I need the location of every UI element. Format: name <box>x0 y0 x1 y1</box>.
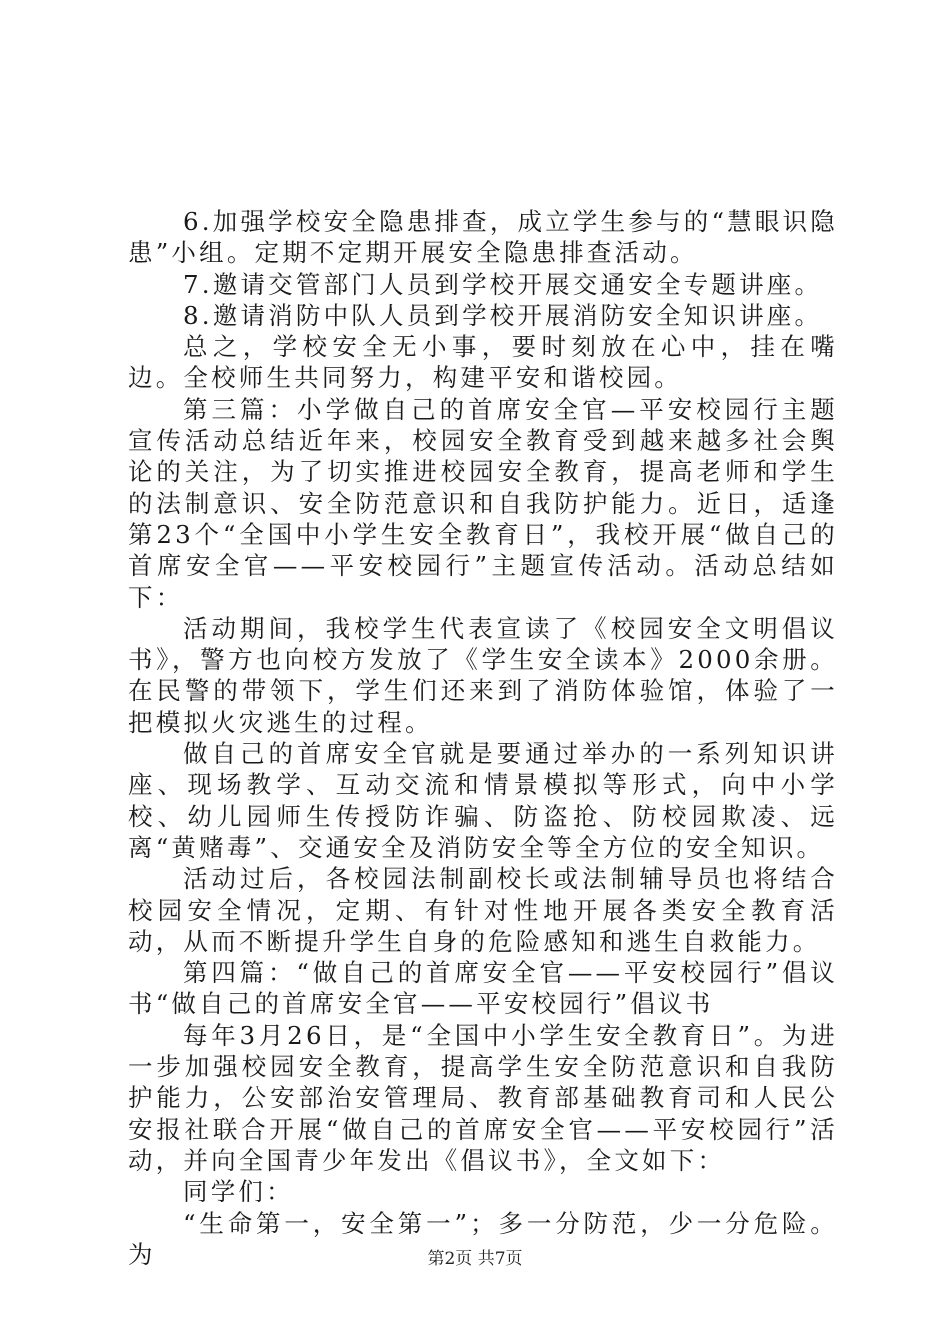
paragraph-salutation: 同学们： <box>183 1177 294 1207</box>
paragraph-safety-officer: 做自己的首席安全官就是要通过举办的一系列知识讲座、现场教学、互动交流和情景模拟等形式，向中小学校、幼儿园师生传授防诈骗、防盗抢、防校园欺凌、远离“黄赌毒”、交通安全及消防安全等全方位的安全知识。 <box>128 739 838 862</box>
paragraph-part-four-title: 第四篇：“做自己的首席安全官——平安校园行”倡议书“做自己的首席安全官——平安校园行”倡议书 <box>128 958 838 1019</box>
paragraph-item-6: 6.加强学校安全隐患排查，成立学生参与的“慧眼识隐患”小组。定期不定期开展安全隐患排查活动。 <box>128 207 838 268</box>
page-number-footer: 第2页 共7页 <box>427 1249 523 1269</box>
paragraph-life-first: “生命第一，安全第一”；多一分防范，少一分危险。为 <box>128 1208 838 1269</box>
paragraph-safety-day: 每年3月26日，是“全国中小学生安全教育日”。为进一步加强校园安全教育，提高学生安全防范意识和自我防护能力，公安部治安管理局、教育部基础教育司和人民公安报社联合开展“做自己的首席安全官——平安校园行”活动，并向全国青少年发出《倡议书》，全文如下： <box>128 1020 838 1175</box>
paragraph-item-8: 8.邀请消防中队人员到学校开展消防安全知识讲座。 <box>183 300 823 330</box>
document-body <box>128 206 838 1270</box>
paragraph-item-7: 7.邀请交管部门人员到学校开展交通安全专题讲座。 <box>183 269 823 299</box>
paragraph-part-three: 第三篇：小学做自己的首席安全官—平安校园行主题宣传活动总结近年来，校园安全教育受到越来越多社会舆论的关注，为了切实推进校园安全教育，提高老师和学生的法制意识、安全防范意识和自我防护能力。近日，适逢第23个“全国中小学生安全教育日”，我校开展“做自己的首席安全官——平安校园行”主题宣传活动。活动总结如下： <box>128 394 838 612</box>
paragraph-after-activity: 活动过后，各校园法制副校长或法制辅导员也将结合校园安全情况，定期、有针对性地开展各类安全教育活动，从而不断提升学生自身的危险感知和逃生自救能力。 <box>128 864 838 956</box>
paragraph-activity-period: 活动期间，我校学生代表宣读了《校园安全文明倡议书》，警方也向校方发放了《学生安全读本》2000余册。在民警的带领下，学生们还来到了消防体验馆，体验了一把模拟火灾逃生的过程。 <box>128 613 838 737</box>
paragraph-summary: 总之，学校安全无小事，要时刻放在心中，挂在嘴边。全校师生共同努力，构建平安和谐校园。 <box>128 332 838 393</box>
